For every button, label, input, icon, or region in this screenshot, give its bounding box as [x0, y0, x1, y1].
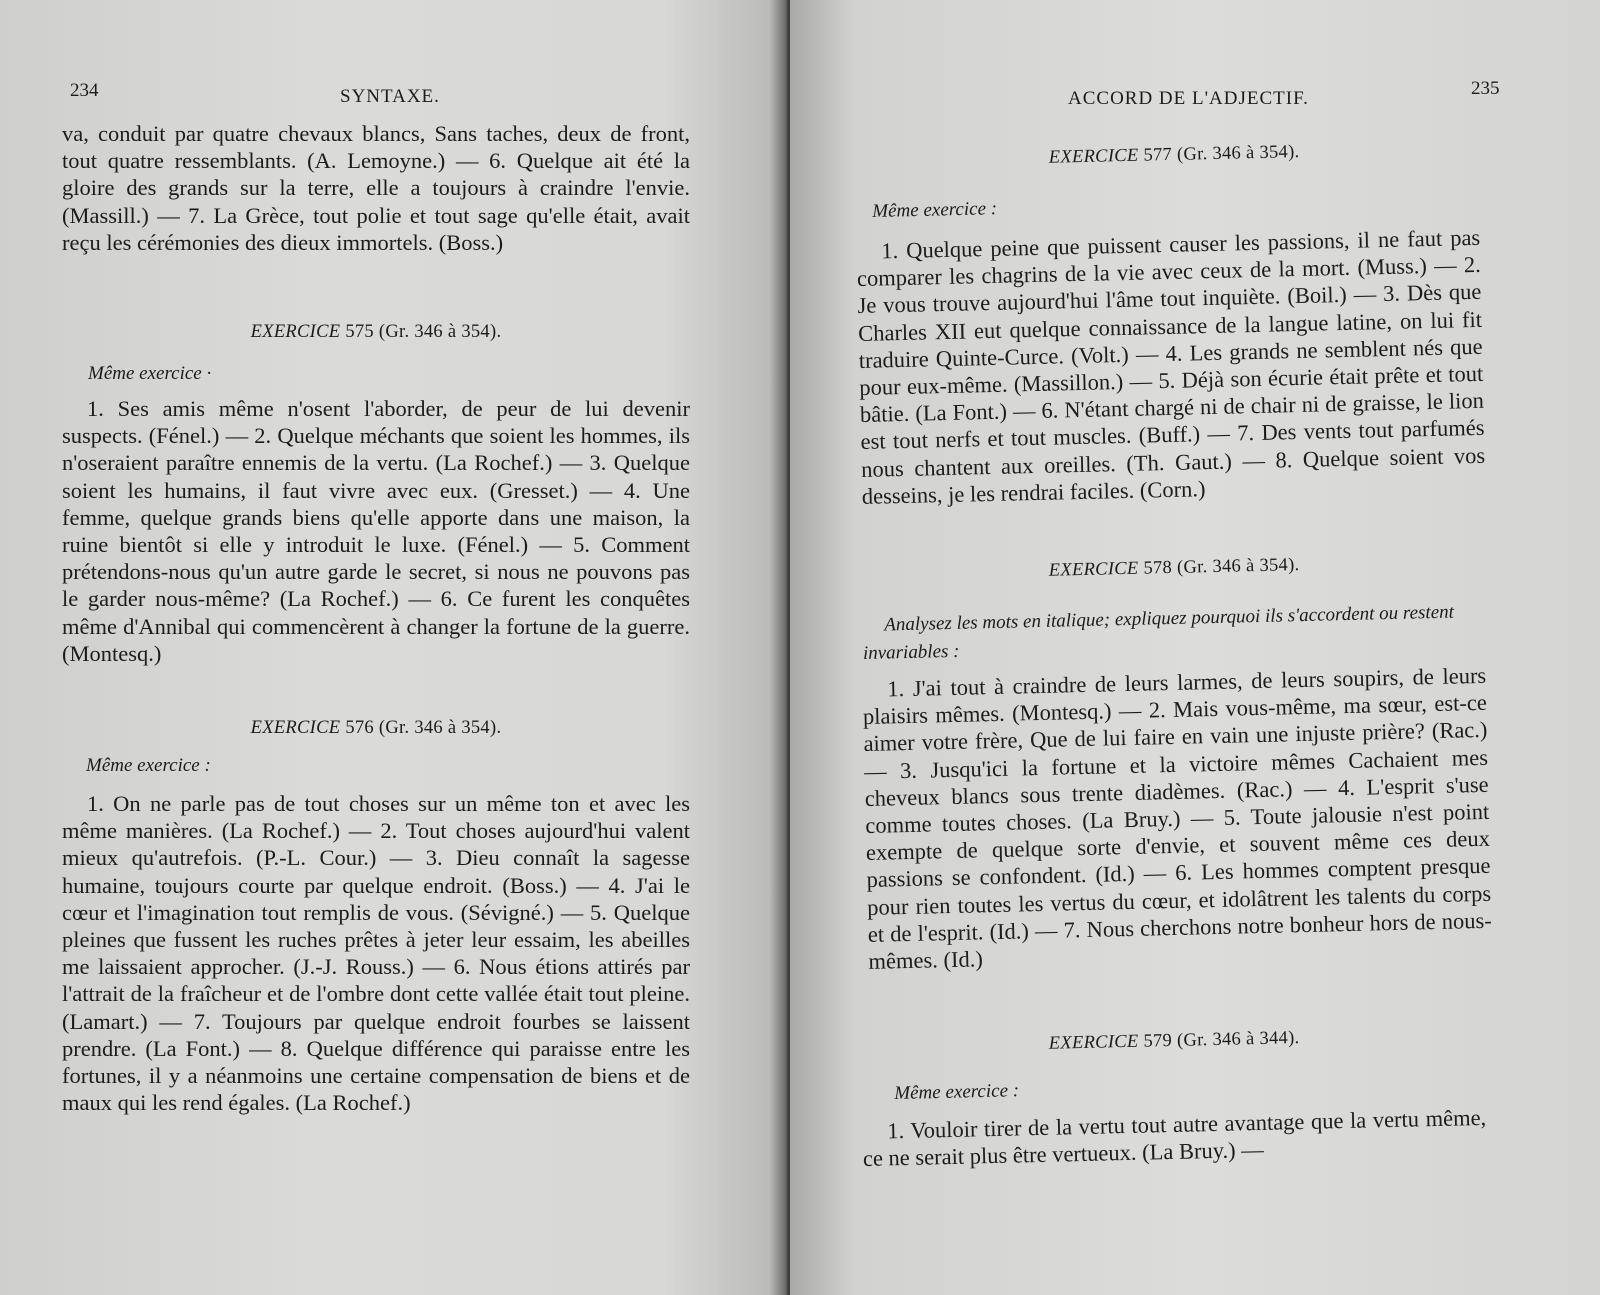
running-head: SYNTAXE. — [340, 86, 440, 107]
exercise-heading — [62, 718, 690, 739]
exercise-number: 576 — [345, 718, 374, 738]
exercise-title: EXERCICE — [250, 322, 341, 342]
left-page — [0, 0, 780, 1295]
exercise-instruction: Analysez les mots en italique; expliquez pourquoi ils s'accordent ou restent invariables : — [862, 601, 1455, 664]
exercise-number: 575 — [345, 322, 374, 342]
running-head: ACCORD DE L'ADJECTIF. — [1068, 88, 1309, 109]
exercise-title: EXERCICE — [1048, 1031, 1139, 1054]
page-number: 234 — [70, 80, 99, 101]
exercise-instruction: Même exercice : — [86, 755, 211, 776]
exercise-ref: (Gr. 346 à 354). — [378, 718, 502, 738]
exercise-heading — [862, 1024, 1486, 1059]
exercise-number: 577 — [1143, 144, 1173, 166]
exercise-instruction: Même exercice : — [894, 1080, 1020, 1104]
page-number: 235 — [1471, 78, 1500, 99]
exercise-heading — [862, 551, 1486, 586]
exercise-ref: (Gr. 346 à 344). — [1176, 1028, 1300, 1051]
exercise-heading — [862, 138, 1486, 173]
exercise-instruction: Même exercice : — [872, 198, 998, 222]
exercise-title: EXERCICE — [250, 718, 341, 738]
exercise-ref: (Gr. 346 à 354). — [1176, 142, 1300, 165]
right-page — [790, 0, 1600, 1295]
exercise-ref: (Gr. 346 à 354). — [1176, 555, 1300, 578]
exercise-body: 1. Vouloir tirer de la vertu tout autre avantage que la vertu même, ce ne serait plus être vertueux. (La Bruy.) — — [862, 1104, 1487, 1172]
exercise-number: 579 — [1143, 1030, 1173, 1052]
exercise-body: 1. J'ai tout à craindre de leurs larmes, de leurs soupirs, de leurs plaisirs mêmes. (Montesq.) — 2. Mais vous-même, ma sœur, est-ce aimer votre frère, Que de lui faire en vain une injuste prière? (Rac.) — 3. Jusqu'ici la fortune et la victoire mêmes Cachaient mes cheveux blancs sous trente diadèmes. (Rac.) — 4. L'esprit s'use comme toutes choses. (La Bruy.) — 5. Toute jalousie n'est point exempte de quelque sorte d'envie, et souvent même ces deux passions se confondent. (Id.) — 6. Les hommes comptent presque pour rien toutes les vertus du cœur, et idolâtrent les talents du corps et de l'esprit. (Id.) — 7. Nous cherchons notre bonheur hors de nous-mêmes. (Id.) — [862, 662, 1492, 974]
exercise-body: 1. Ses amis même n'osent l'aborder, de peur de lui devenir suspects. (Fénel.) — 2. Quelque méchants que soient les hommes, ils n'oseraient paraître ennemis de la vertu. (La Rochef.) — 3. Quelque soient les humains, il faut vivre avec eux. (Gresset.) — 4. Une femme, quelque grands biens qu'elle apporte dans une maison, la ruine bientôt si elle y introduit le luxe. (Fénel.) — 5. Comment prétendons-nous qu'un autre garde le secret, si nous ne pouvons pas le garder nous-même? (La Rochef.) — 6. Ce furent les conquêtes même d'Annibal qui commencèrent à changer la fortune de la guerre. (Montesq.) — [62, 396, 690, 666]
exercise-instruction: Même exercice · — [88, 363, 212, 384]
exercise-body: 1. On ne parle pas de tout choses sur un même ton et avec les même manières. (La Rochef.) — 2. Tout choses aujourd'hui valent mieux qu'autrefois. (P.-L. Cour.) — 3. Dieu connaît la sagesse humaine, toujours courte par quelque endroit. (Boss.) — 4. J'ai le cœur et l'imagination tout remplis de vous. (Sévigné.) — 5. Quelque pleines que fussent les ruches prêtes à jeter leur essaim, les abeilles me laissaient approcher. (J.-J. Rouss.) — 6. Nous étions attirés par l'attrait de la fraîcheur et de l'ombre dont cette vallée était tout pleine. (Lamart.) — 7. Toujours par quelque endroit fourbes se laissent prendre. (La Font.) — 8. Quelque différence qui paraisse entre les fortunes, il y a néanmoins une certaine compensation de biens et de maux qui les rend égales. (La Rochef.) — [62, 791, 690, 1116]
exercise-title: EXERCICE — [1048, 145, 1139, 168]
continuation-text: va, conduit par quatre chevaux blancs, Sans taches, deux de front, tout quatre ressemblants. (A. Lemoyne.) — 6. Quelque ait été la gloire des grands sur la terre, elle a toujours à craindre l'envie. (Massill.) — 7. La Grèce, tout polie et tout sage qu'elle était, avait reçu les cérémonies des dieux immortels. (Boss.) — [62, 121, 690, 255]
exercise-title: EXERCICE — [1048, 558, 1139, 581]
exercise-heading — [62, 322, 690, 343]
exercise-body: 1. Quelque peine que puissent causer les passions, il ne faut pas comparer les chagrins de la vie avec ceux de la mort. (Muss.) — 2. Je vous trouve aujourd'hui l'âme tout inquiète. (Boil.) — 3. Dès que Charles XII eut quelque connaissance de la langue latine, on lui fit traduire Quinte-Curce. (Volt.) — 4. Les grands ne semblent nés que pour eux-même. (Massillon.) — 5. Déjà son écurie était prête et tout bâtie. (La Font.) — 6. N'étant chargé ni de chair ni de graisse, le lion est tout nerfs et tout muscles. (Buff.) — 7. Des vents tout parfumés nous chantent aux oreilles. (Th. Gaut.) — 8. Quelque soient vos desseins, je les rendrai faciles. (Corn.) — [856, 224, 1486, 509]
exercise-ref: (Gr. 346 à 354). — [378, 322, 502, 342]
exercise-number: 578 — [1143, 557, 1173, 579]
